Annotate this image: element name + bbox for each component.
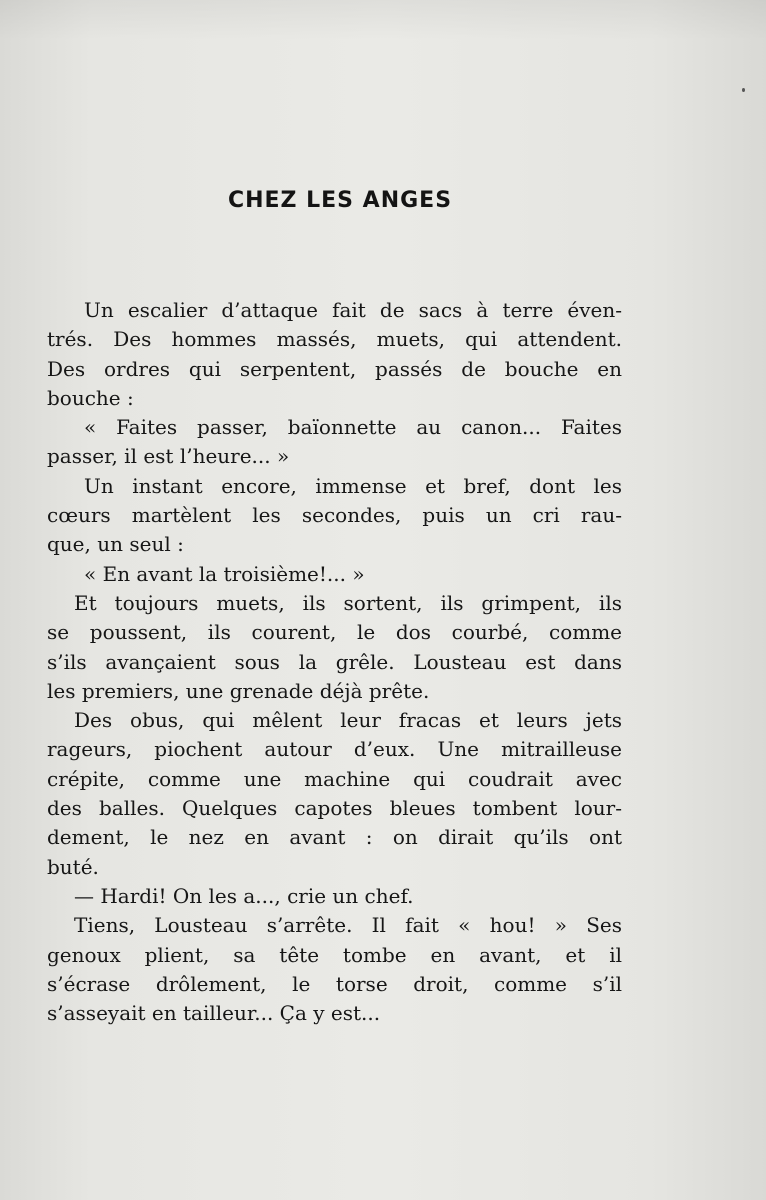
paper-speck	[742, 88, 745, 92]
text-line: bouche :	[47, 385, 134, 410]
text-line: s’écrase drôlement, le torse droit, comme s’il	[47, 971, 622, 996]
text-line: Un escalier d’attaque fait de sacs à terre éven-	[84, 298, 622, 322]
text-line: cœurs martèlent les secondes, puis un cri rau-	[47, 503, 622, 528]
text-line: Des ordres qui serpentent, passés de bouche en	[47, 356, 622, 381]
text-line: s’ils avançaient sous la grêle. Lousteau est dans	[47, 649, 622, 674]
text-line: crépite, comme une machine qui coudrait avec	[47, 766, 622, 791]
page-shadow	[0, 0, 766, 40]
text-line: dement, le nez en avant : on dirait qu’ils ont	[47, 825, 622, 850]
text-line: Et toujours muets, ils sortent, ils grimpent, ils	[74, 590, 622, 615]
chapter-title: CHEZ LES ANGES	[227, 188, 453, 213]
text-line: — Hardi! On les a..., crie un chef.	[74, 883, 414, 908]
text-line: s’asseyait en tailleur... Ça y est...	[47, 1001, 381, 1026]
text-line: trés. Des hommes massés, muets, qui attendent.	[47, 327, 622, 352]
text-line: genoux plient, sa tête tombe en avant, et il	[47, 942, 622, 967]
text-line: buté.	[47, 854, 99, 879]
text-line: passer, il est l’heure... »	[47, 444, 290, 469]
text-line: des balles. Quelques capotes bleues tombent lour-	[47, 796, 622, 821]
text-line: Tiens, Lousteau s’arrête. Il fait « hou! » Ses	[74, 913, 622, 938]
text-line: Un instant encore, immense et bref, dont les	[84, 473, 622, 498]
text-line: les premiers, une grenade déjà prête.	[47, 678, 430, 703]
text-line: Des obus, qui mêlent leur fracas et leurs jets	[74, 708, 622, 733]
text-line: « Faites passer, baïonnette au canon... Faites	[84, 415, 622, 440]
text-line: se poussent, ils courent, le dos courbé, comme	[47, 620, 622, 645]
text-line: que, un seul :	[47, 532, 184, 557]
text-line: rageurs, piochent autour d’eux. Une mitrailleuse	[47, 737, 622, 762]
text-line: « En avant la troisième!... »	[84, 561, 365, 586]
body-text	[47, 296, 622, 1028]
